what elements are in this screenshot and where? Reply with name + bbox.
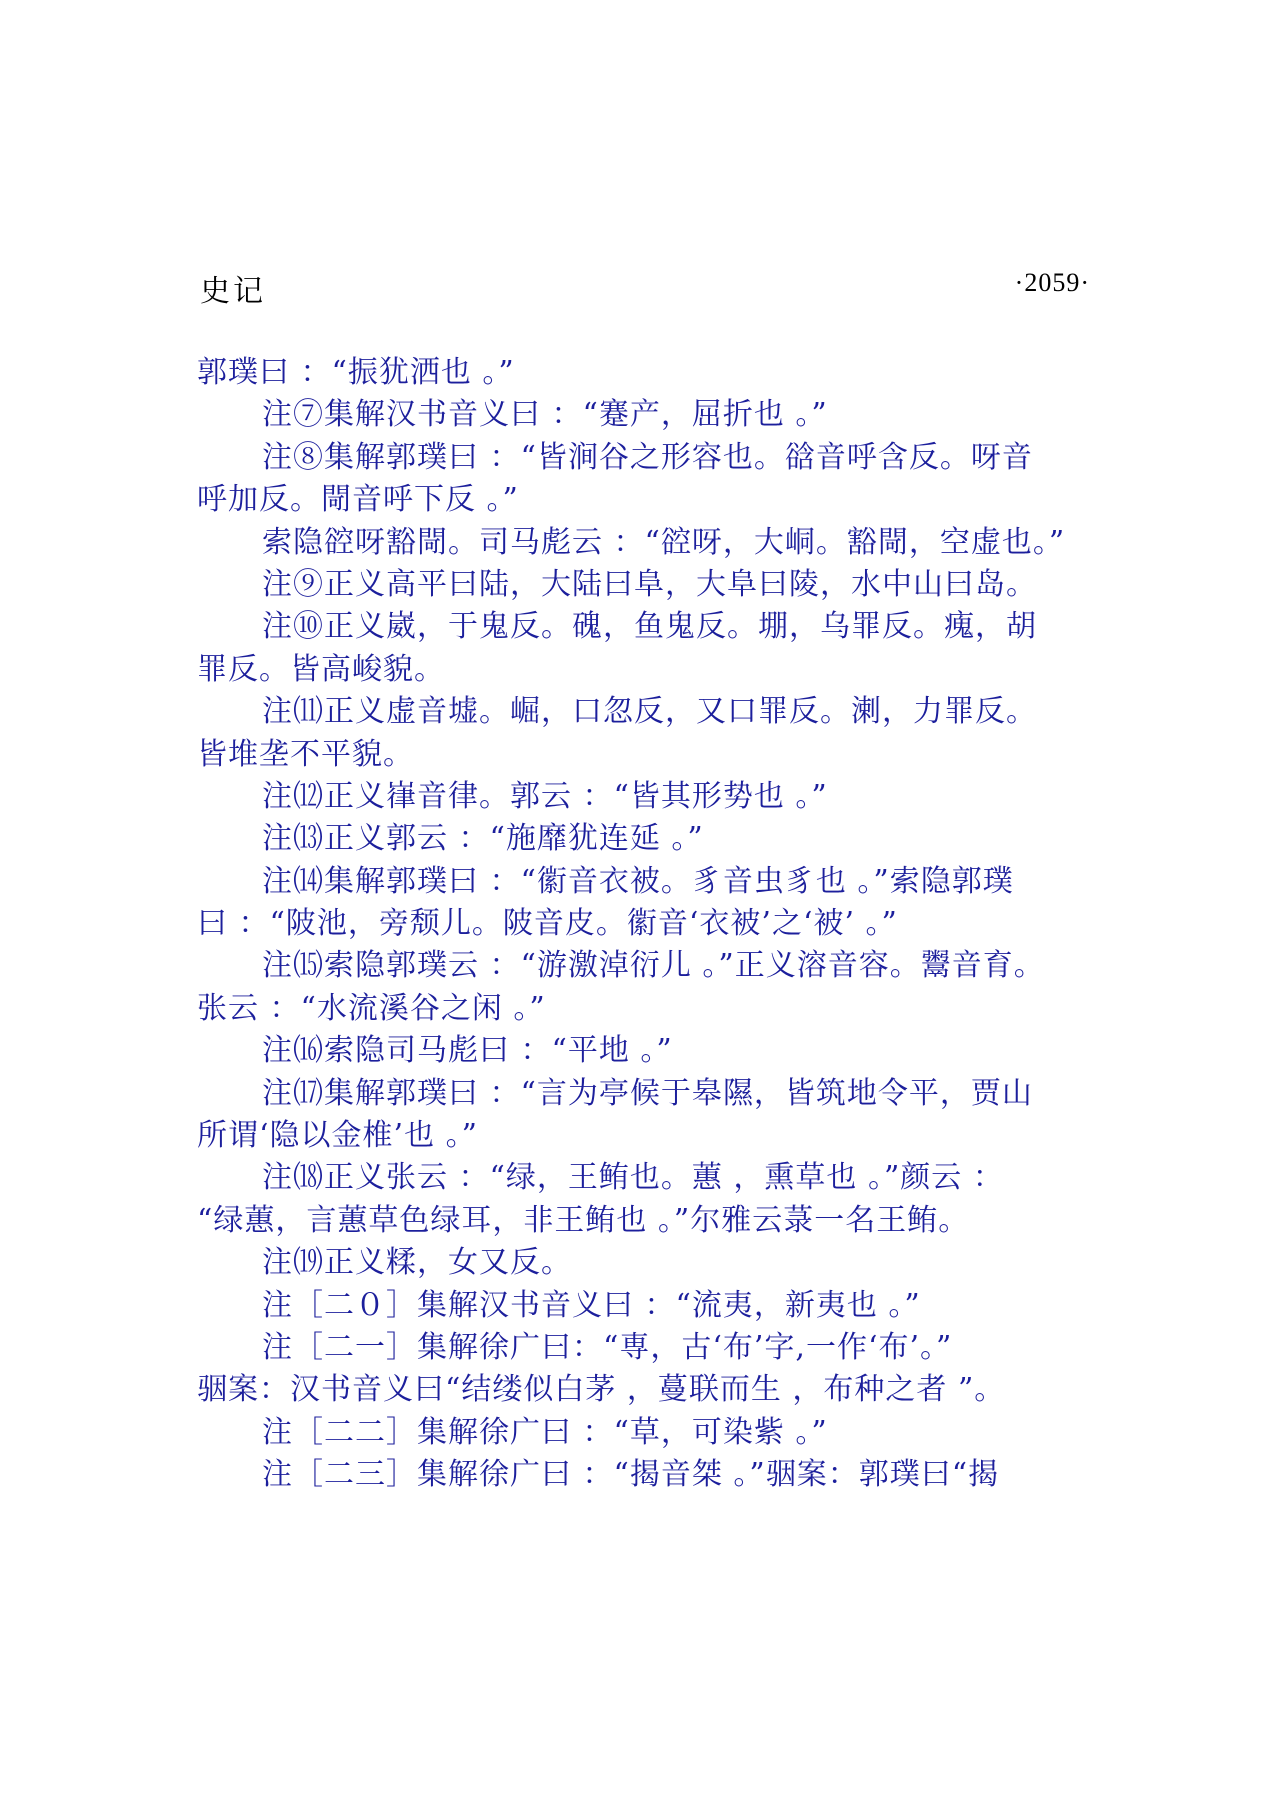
- text-line: 曰 ：“陂池，旁颓儿。陂音皮。䘗音‘衣被’之‘被’ 。”: [197, 906, 898, 942]
- page-header: [200, 266, 1090, 309]
- text-line: 注⑦集解汉书音义曰 ：“蹇产，屈折也 。”: [262, 397, 828, 433]
- text-line: “绿蕙，言蕙草色绿耳，非王鲔也 。”尔雅云菉一名王鲔。: [197, 1202, 970, 1238]
- text-line: 注［二一］集解徐广曰：“専，古‘布’字,一作‘布’。”: [262, 1329, 953, 1365]
- text-line: 注⑨正义高平曰陆，大陆曰阜，大阜曰陵，水中山曰岛。: [262, 566, 1037, 602]
- text-line: 郭璞曰 ：“振犹洒也 。”: [197, 355, 515, 390]
- text-line: 皆堆垄不平貌。: [197, 736, 414, 772]
- text-line: 呼加反。閜音呼下反 。”: [197, 482, 519, 518]
- text-line: 骃案：汉书音义曰“结缕似白茅 ，蔓联而生 ，布种之者 ”。: [197, 1372, 1006, 1408]
- text-line: 注⒆正义糅，女又反。: [262, 1245, 572, 1281]
- text-line: 所谓‘隐以金椎’也 。”: [197, 1118, 478, 1154]
- page-number: ·2059·: [1014, 268, 1090, 297]
- book-title: 史记: [200, 274, 266, 309]
- text-line: 注⑧集解郭璞曰 ：“皆涧谷之形容也。谽音呼含反。呀音: [262, 439, 1033, 475]
- text-line: 注⒂索隐郭璞云 ：“游激淖衍儿 。”正义溶音容。鬻音育。: [262, 948, 1045, 984]
- text-line: 注［二二］集解徐广曰 ：“草，可染紫 。”: [262, 1414, 828, 1450]
- text-body: [197, 352, 1097, 1497]
- text-line: 注⑿正义嵂音律。郭云 ：“皆其形势也 。”: [262, 778, 828, 814]
- text-line: 注⒁集解郭璞曰 ：“䘗音衣被。豸音虫豸也 。”索隐郭璞: [262, 863, 1014, 899]
- text-line: 罪反。皆高峻貌。: [197, 651, 445, 687]
- text-line: 注［二０］集解汉书音义曰 ：“流夷，新夷也 。”: [262, 1287, 921, 1323]
- text-line: 注⒀正义郭云 ：“施靡犹连延 。”: [262, 821, 704, 857]
- text-line: 张云 ：“水流溪谷之闲 。”: [197, 990, 546, 1026]
- text-line: 注⑩正义崴，于鬼反。磈，鱼鬼反。堋，乌罪反。瘣，胡: [262, 609, 1037, 645]
- text-line: 注⒄集解郭璞曰 ：“言为亭候于皋隰，皆筑地令平，贾山: [262, 1075, 1033, 1111]
- text-line: 索隐谾呀豁閜。司马彪云 ：“谾呀，大峒。豁閜，空虚也。”: [262, 524, 1066, 560]
- text-line: 注⒅正义张云 ：“绿，王鲔也。蕙 ，熏草也 。”颜云 ：: [262, 1160, 1004, 1196]
- text-line: 注⒃索隐司马彪曰 ：“平地 。”: [262, 1033, 673, 1069]
- text-line: 注［二三］集解徐广曰 ：“揭音桀 。”骃案：郭璞曰“揭: [262, 1457, 1000, 1493]
- text-line: 注⑾正义虚音墟。崛，口忽反，又口罪反。溂，力罪反。: [262, 694, 1037, 730]
